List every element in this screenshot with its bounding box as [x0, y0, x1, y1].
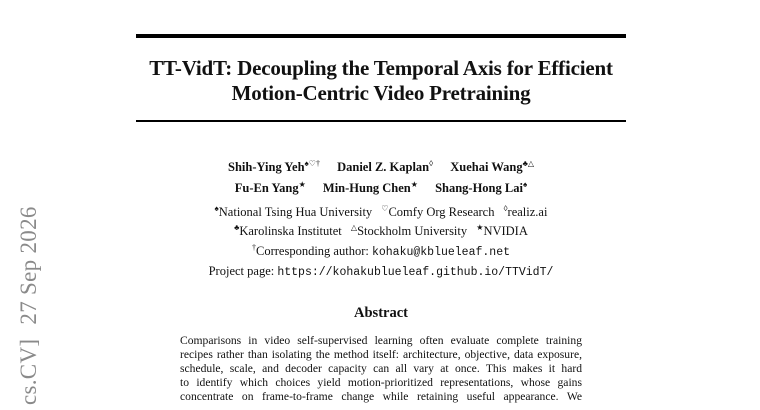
title-line-2: Motion-Centric Video Pretraining [231, 81, 531, 105]
affiliation: ♠National Tsing Hua University [214, 204, 373, 219]
abstract-line: schedule, scale, and decoder capacity can all vary at once. This makes it hard [180, 362, 582, 375]
arxiv-side-stamp [16, 198, 42, 405]
author-email-link[interactable]: kohaku@kblueleaf.net [371, 246, 510, 259]
affiliation: ★NVIDIA [476, 223, 528, 238]
affiliation-line-1 [136, 201, 626, 220]
affiliation: ♣Karolinska Institutet [234, 223, 342, 238]
affiliation: ♡Comfy Org Research [381, 204, 495, 219]
author: Shih-Ying Yeh♠♡† [228, 159, 320, 174]
affiliation-line-2 [136, 220, 626, 239]
arxiv-date: 27 Sep 2026 [16, 206, 41, 325]
abstract-line: Comparisons in video self-supervised learning often evaluate complete training [180, 334, 582, 347]
title-top-rule [136, 34, 626, 38]
author-line-1 [136, 155, 626, 176]
paper-title [136, 56, 626, 106]
author: Fu-En Yang★ [234, 180, 306, 195]
author-list [136, 155, 626, 197]
project-page-link[interactable]: https://kohakublueleaf.github.io/TTVidT/ [277, 266, 554, 279]
corresponding-author: †Corresponding author: kohaku@kblueleaf.net [252, 243, 510, 259]
author: Daniel Z. Kaplan◊ [337, 159, 434, 174]
author: Shang-Hong Lai♠ [435, 180, 528, 195]
abstract-line: concentrate on frame-to-frame change while retaining useful appearance. We [180, 390, 582, 403]
affiliation-list [136, 201, 626, 239]
author: Xuehai Wang♣△ [450, 159, 534, 174]
title-line-1: TT-VidT: Decoupling the Temporal Axis for Efficient [149, 56, 613, 80]
affiliation: ◊realiz.ai [503, 204, 548, 219]
author-line-2 [136, 176, 626, 197]
affiliation: △Stockholm University [350, 223, 468, 238]
abstract-text [180, 334, 582, 404]
project-page: Project page: https://kohakublueleaf.github.io/TTVidT/ [208, 264, 554, 279]
arxiv-category: cs.CV] [16, 338, 41, 405]
author: Min-Hung Chen★ [322, 180, 418, 195]
abstract-heading: Abstract [354, 305, 408, 321]
abstract-line: to identify which choices yield motion-prioritized representations, whose gains [180, 376, 582, 389]
title-bottom-rule [136, 120, 626, 122]
contact-info [136, 239, 626, 282]
abstract-line: recipes rather than isolating the method itself: architecture, objective, data exposure, [180, 348, 582, 361]
